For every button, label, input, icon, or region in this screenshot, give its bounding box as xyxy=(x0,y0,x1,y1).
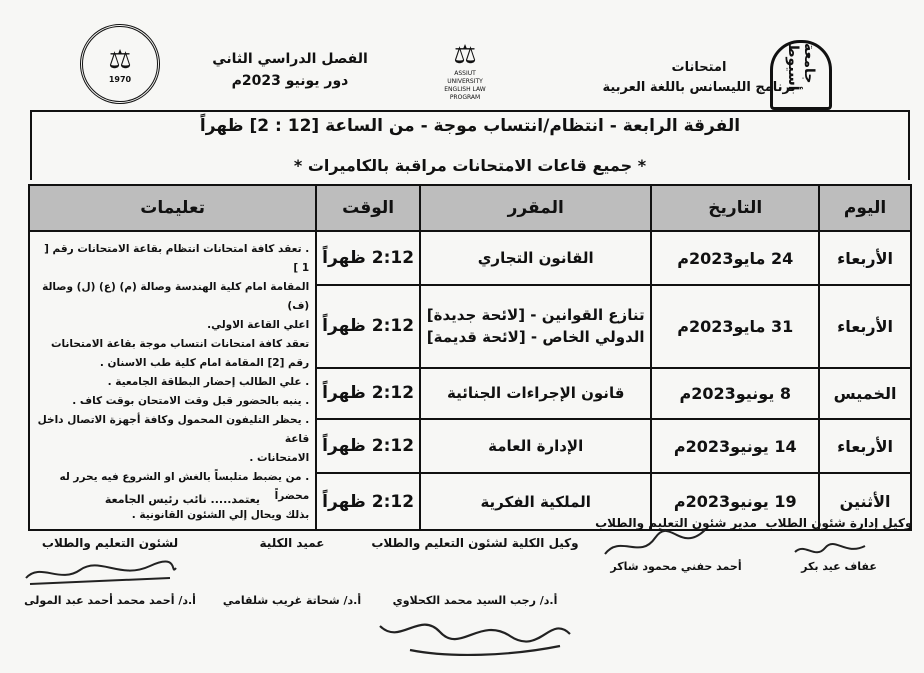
cell-course: قانون الإجراءات الجنائية xyxy=(420,368,651,420)
cell-time: 2:12 ظهراً xyxy=(316,368,420,420)
instruction-line: المقامة امام كلية الهندسة وصالة (م) (ع) (ل) وصالة (ف) xyxy=(42,281,310,312)
semester-title-line2: دور يونيو 2023م xyxy=(231,73,349,89)
english-law-program-logo xyxy=(436,40,494,106)
exam-schedule-table xyxy=(28,184,912,531)
cell-time: 2:12 ظهراً xyxy=(316,231,420,285)
cell-time: 2:12 ظهراً xyxy=(316,473,420,530)
handwritten-signature xyxy=(370,606,580,662)
signatory-name: أحمد حفني محمود شاكر xyxy=(610,560,742,573)
schedule-banner-title: الفرقة الرابعة - انتظام/انتساب موجة - من الساعة [12 : 2] ظهراً xyxy=(199,116,741,136)
cell-day: الأربعاء xyxy=(819,231,911,285)
table-header-row xyxy=(29,185,911,231)
cell-course: القانون التجاري xyxy=(420,231,651,285)
header-day: اليوم xyxy=(819,185,911,231)
signatory-title: وكيل إدارة شئون الطلاب xyxy=(765,516,913,530)
seal-year: 1970 xyxy=(108,74,132,84)
program-title-line2: برنامج الليسانس باللغة العربية xyxy=(602,80,796,95)
cell-course: تنازع القوانين - [لائحة جديدة] الدولي الخاص - [لائحة قديمة] xyxy=(420,285,651,367)
signatory-title: وكيل الكلية لشئون التعليم والطلاب xyxy=(371,536,579,550)
cell-time: 2:12 ظهراً xyxy=(316,285,420,367)
english-law-logo-caption: ASSIUT UNIVERSITY ENGLISH LAW PROGRAM xyxy=(444,70,486,101)
header-date: التاريخ xyxy=(651,185,819,231)
signatory-name: أ.د/ أحمد محمد أحمد عبد المولى xyxy=(24,594,196,607)
header-course: المقرر xyxy=(420,185,651,231)
camera-monitoring-notice: * جميع قاعات الامتحانات مراقبة بالكاميرات * xyxy=(293,156,647,175)
instruction-line: رقم [2] المقامة امام كلية طب الاسنان . xyxy=(99,357,310,369)
instruction-line: . ينبه بالحضور قبل وقت الامتحان بوقت كاف . xyxy=(72,395,310,407)
signatory-name: عفاف عيد بكر xyxy=(801,560,877,573)
signature-block-students-affairs xyxy=(764,514,914,576)
instruction-line: . يحظر التليفون المحمول وكافة أجهزة الاتصال داخل قاعة xyxy=(37,414,310,445)
semester-title-line1: الفصل الدراسي الثاني xyxy=(212,51,368,67)
vice-president-approval: يعتمد..... نائب رئيس الجامعة xyxy=(104,493,260,506)
instructions-cell xyxy=(29,231,316,530)
table-row xyxy=(29,231,911,285)
instruction-line: . تعقد كافة امتحانات انتظام بقاعة الامتحانات رقم [ 1 ] xyxy=(44,243,310,274)
cell-time: 2:12 ظهراً xyxy=(316,419,420,473)
cell-day: الخميس xyxy=(819,368,911,420)
signatory-title: مدير شئون التعليم والطلاب xyxy=(595,516,757,530)
signature-block-dean xyxy=(212,534,372,610)
cell-date: 19 يونيو2023م xyxy=(651,473,819,530)
header-notes: تعليمات xyxy=(29,185,316,231)
instruction-line: . علي الطالب إحضار البطاقة الجامعية . xyxy=(107,376,310,388)
scales-icon: ⚖ xyxy=(108,44,132,75)
cell-date: 14 يونيو2023م xyxy=(651,419,819,473)
cell-date: 8 يونيو2023م xyxy=(651,368,819,420)
signatory-title: لشئون التعليم والطلاب xyxy=(41,536,179,550)
university-logo-text: جامعة أسيوط xyxy=(785,43,817,91)
instruction-line: الامتحانات . xyxy=(249,452,310,464)
cell-date: 31 مايو2023م xyxy=(651,285,819,367)
header-time: الوقت xyxy=(316,185,420,231)
cell-course: الملكية الفكرية xyxy=(420,473,651,530)
program-title-line1: امتحانات xyxy=(671,60,727,75)
signature-block-vice-dean xyxy=(370,534,580,610)
signatory-title: عميد الكلية xyxy=(259,536,325,550)
signatory-name: أ.د/ رجب السيد محمد الكحلاوي xyxy=(392,594,558,607)
cell-day: الأثنين xyxy=(819,473,911,530)
signature-block-education-director xyxy=(586,514,766,576)
scales-icon: ⚖ xyxy=(453,40,477,70)
cell-course: الإدارة العامة xyxy=(420,419,651,473)
instruction-line: تعقد كافة امتحانات انتساب موجة بقاعة الامتحانات xyxy=(50,338,310,350)
cell-day: الأربعاء xyxy=(819,419,911,473)
instruction-line: بذلك ويحال إلي الشئون القانونية . xyxy=(131,509,310,521)
program-title xyxy=(594,58,804,98)
instruction-line: . من يضبط متلبساً بالغش او الشروع فيه يحرر له محضراً xyxy=(59,471,310,502)
semester-title xyxy=(200,48,380,92)
instruction-line: اعلي القاعة الاولي. xyxy=(207,319,310,331)
faculty-of-law-seal xyxy=(80,24,160,104)
cell-day: الأربعاء xyxy=(819,285,911,367)
signature-block-vice-president xyxy=(10,534,210,610)
signatory-name: أ.د/ شحاتة غريب شلقامي xyxy=(222,594,362,607)
cell-date: 24 مايو2023م xyxy=(651,231,819,285)
